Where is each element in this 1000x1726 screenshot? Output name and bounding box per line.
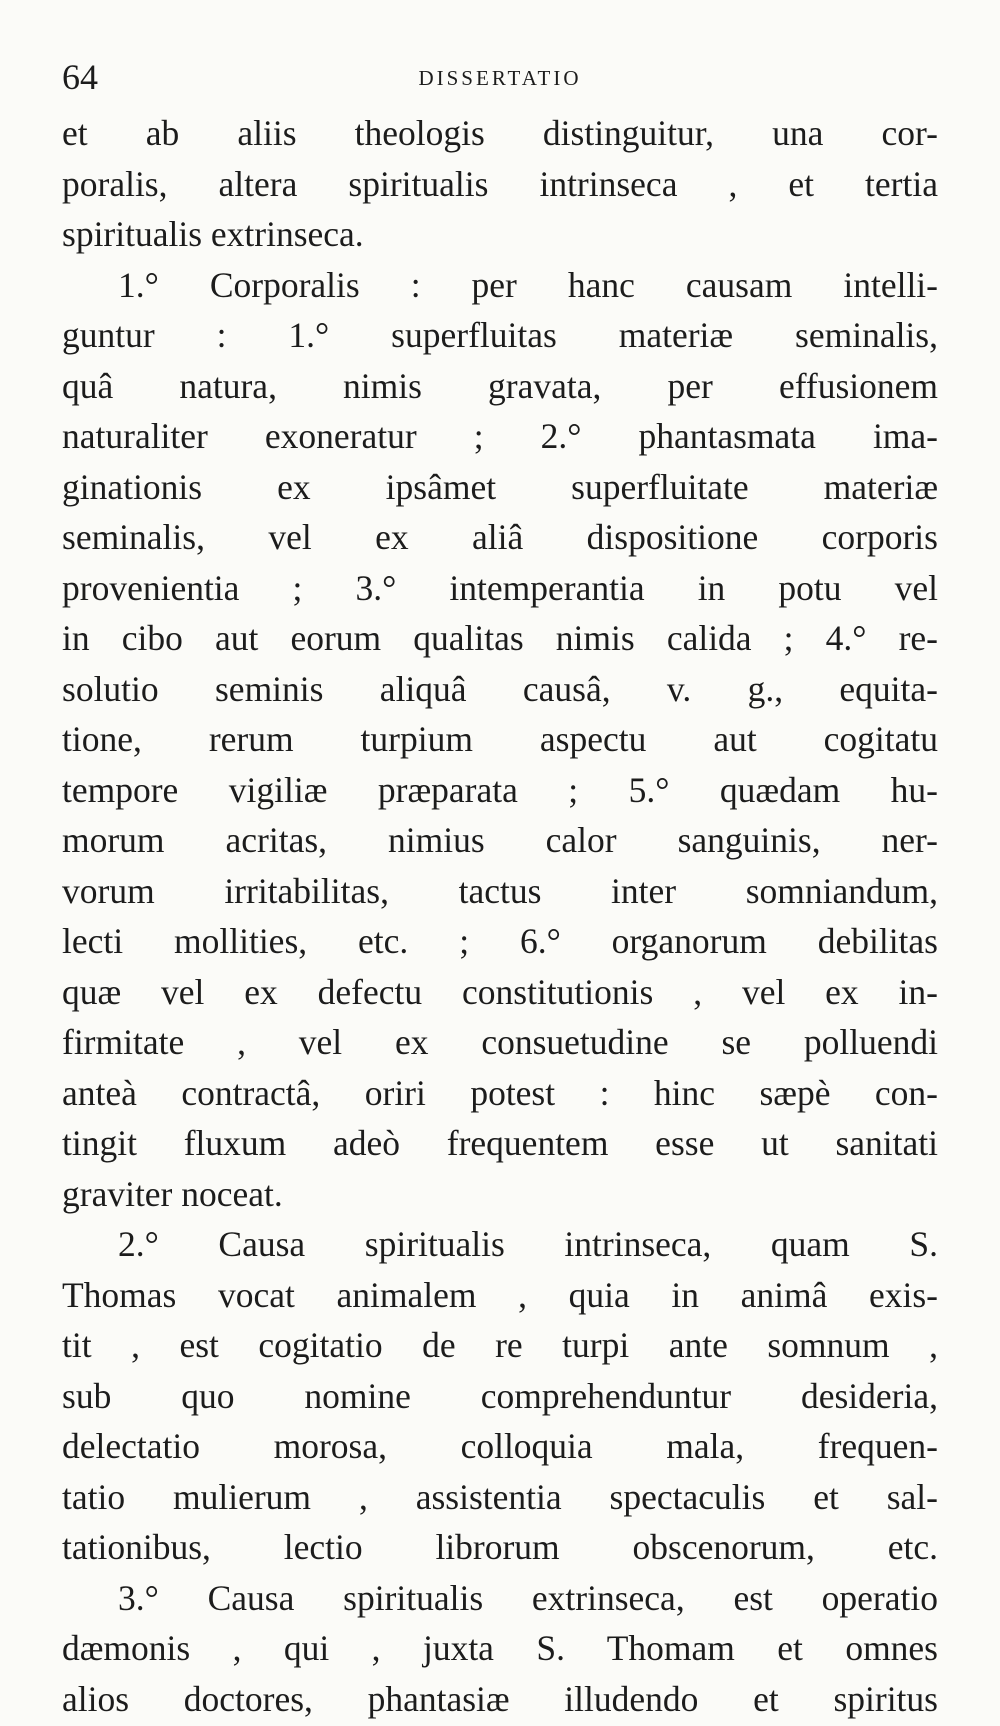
text-line: et ab aliis theologis distinguitur, una cor- [62, 113, 938, 153]
text-line: tit , est cogitatio de re turpi ante somnum , [62, 1325, 938, 1365]
text-line: graviter noceat. [62, 1173, 283, 1214]
page-number: 64 [62, 57, 98, 97]
text-line: morum acritas, nimius calor sanguinis, ner- [62, 820, 938, 860]
text-line: provenientia ; 3.° intemperantia in potu vel [62, 567, 938, 608]
text-line: quâ natura, nimis gravata, per effusionem [62, 365, 938, 406]
text-line: alios doctores, phantasiæ illudendo et spiritus [62, 1678, 938, 1719]
text-line: 3.° Causa spiritualis extrinseca, est operatio [118, 1577, 938, 1618]
text-line: in cibo aut eorum qualitas nimis calida ; 4.° re- [62, 618, 938, 658]
page-header [62, 52, 938, 102]
text-line: vorum irritabilitas, tactus inter somniandum, [62, 870, 938, 911]
text-line: spiritualis extrinseca. [62, 214, 364, 254]
page-body-text [62, 108, 938, 1724]
text-line: tatio mulierum , assistentia spectaculis et sal- [62, 1476, 938, 1517]
text-line: solutio seminis aliquâ causâ, v. g., equita- [62, 668, 938, 709]
text-line: tione, rerum turpium aspectu aut cogitatu [62, 719, 938, 759]
text-line: guntur : 1.° superfluitas materiæ seminalis, [62, 315, 938, 355]
text-line: sub quo nomine comprehenduntur desideria, [62, 1375, 938, 1416]
text-line: Thomas vocat animalem , quia in animâ exis- [62, 1274, 938, 1315]
text-line: naturaliter exoneratur ; 2.° phantasmata ima- [62, 416, 938, 456]
text-line: anteà contractâ, oriri potest : hinc sæpè con- [62, 1072, 938, 1113]
text-line: 2.° Causa spiritualis intrinseca, quam S. [118, 1224, 938, 1264]
text-line: lecti mollities, etc. ; 6.° organorum debilitas [62, 921, 938, 961]
running-head: DISSERTATIO [418, 66, 582, 90]
text-line: tempore vigiliæ præparata ; 5.° quædam hu- [62, 769, 938, 810]
text-line: quæ vel ex defectu constitutionis , vel ex in- [62, 971, 938, 1012]
text-line: ginationis ex ipsâmet superfluitate materiæ [62, 466, 938, 507]
text-line: tingit fluxum adeò frequentem esse ut sanitati [62, 1123, 938, 1163]
text-line: poralis, altera spiritualis intrinseca , et tertia [62, 163, 938, 204]
text-line: dæmonis , qui , juxta S. Thomam et omnes [62, 1628, 938, 1668]
text-line: 1.° Corporalis : per hanc causam intelli- [118, 264, 938, 305]
text-line: delectatio morosa, colloquia mala, frequen- [62, 1426, 938, 1466]
text-line: firmitate , vel ex consuetudine se polluendi [62, 1022, 938, 1062]
text-line: seminalis, vel ex aliâ dispositione corporis [62, 517, 938, 557]
text-line: tationibus, lectio librorum obscenorum, etc. [62, 1527, 938, 1567]
